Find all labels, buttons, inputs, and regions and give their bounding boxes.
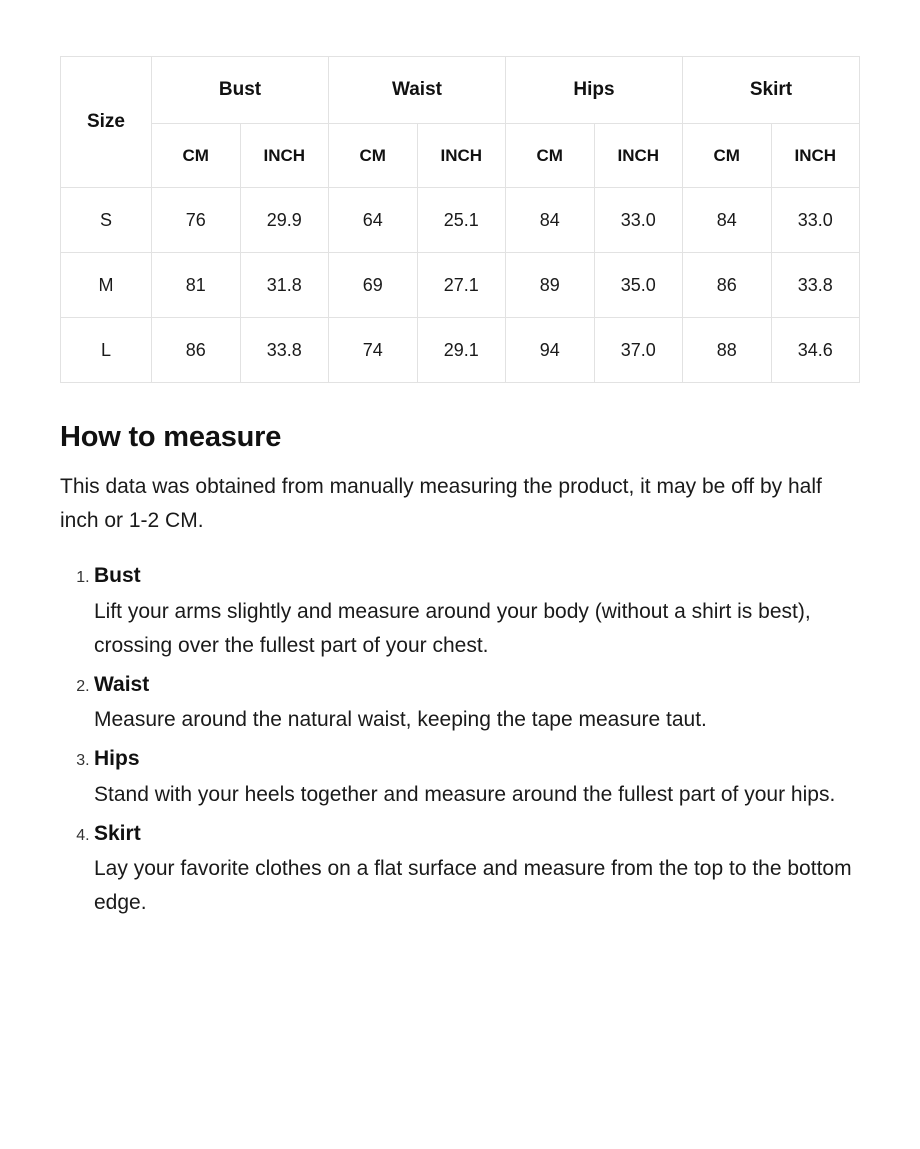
step-title: 2. Waist [94,672,150,696]
table-row [61,318,860,383]
column-header-size: Size [61,57,152,188]
cell-hips-inch: 35.0 [594,253,683,318]
unit-header-bust-cm: CM [152,124,241,188]
unit-header-skirt-inch: INCH [771,124,860,188]
unit-header-waist-cm: CM [329,124,418,188]
table-row [61,253,860,318]
cell-hips-inch: 37.0 [594,318,683,383]
unit-header-bust-inch: INCH [240,124,329,188]
column-header-skirt: Skirt [683,57,860,124]
cell-waist-inch: 25.1 [417,188,506,253]
cell-skirt-cm: 88 [683,318,772,383]
cell-bust-cm: 86 [152,318,241,383]
cell-skirt-cm: 84 [683,188,772,253]
cell-bust-cm: 81 [152,253,241,318]
column-header-waist: Waist [329,57,506,124]
cell-waist-inch: 29.1 [417,318,506,383]
step-title: 1. Bust [94,564,141,588]
cell-skirt-inch: 34.6 [771,318,860,383]
cell-hips-cm: 89 [506,253,595,318]
column-header-hips: Hips [506,57,683,124]
list-item [94,743,860,812]
step-body: Measure around the natural waist, keeping the tape measure taut. [94,708,707,732]
step-title: 4. Skirt [94,821,141,845]
list-item [94,560,860,663]
unit-header-hips-cm: CM [506,124,595,188]
page-title: How to measure [60,421,282,453]
table-row [61,188,860,253]
cell-waist-cm: 69 [329,253,418,318]
table-header [61,57,860,188]
cell-waist-cm: 74 [329,318,418,383]
cell-bust-inch: 29.9 [240,188,329,253]
cell-waist-cm: 64 [329,188,418,253]
cell-size: L [61,318,152,383]
intro-text: This data was obtained from manually measuring the product, it may be off by half inch or 1-2 CM. [60,475,822,533]
cell-waist-inch: 27.1 [417,253,506,318]
measure-steps-list [60,560,860,920]
cell-skirt-cm: 86 [683,253,772,318]
unit-header-hips-inch: INCH [594,124,683,188]
step-body: Lay your favorite clothes on a flat surface and measure from the top to the bottom edge. [94,857,852,915]
size-chart-table [60,56,860,383]
cell-bust-cm: 76 [152,188,241,253]
cell-hips-cm: 94 [506,318,595,383]
table-header-row-groups [61,57,860,124]
step-body: Lift your arms slightly and measure around your body (without a shirt is best), crossing over the fullest part of your chest. [94,599,811,657]
cell-hips-cm: 84 [506,188,595,253]
cell-size: M [61,253,152,318]
column-header-bust: Bust [152,57,329,124]
step-body: Stand with your heels together and measure around the fullest part of your hips. [94,782,836,806]
list-item [94,669,860,738]
step-title: 3. Hips [94,747,140,771]
table-header-row-units [61,124,860,188]
cell-skirt-inch: 33.0 [771,188,860,253]
table-body [61,188,860,383]
unit-header-waist-inch: INCH [417,124,506,188]
unit-header-skirt-cm: CM [683,124,772,188]
cell-bust-inch: 31.8 [240,253,329,318]
cell-size: S [61,188,152,253]
cell-skirt-inch: 33.8 [771,253,860,318]
list-item [94,818,860,921]
cell-hips-inch: 33.0 [594,188,683,253]
cell-bust-inch: 33.8 [240,318,329,383]
